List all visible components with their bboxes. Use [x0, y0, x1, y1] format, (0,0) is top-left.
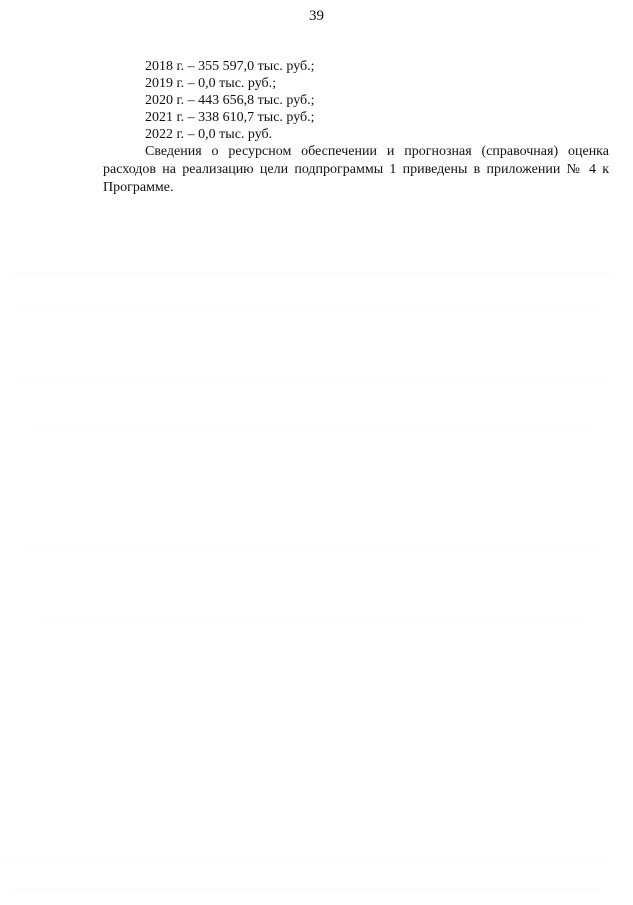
budget-year-list — [145, 58, 315, 143]
budget-year-item: 2021 г. – 338 610,7 тыс. руб.; — [145, 110, 315, 125]
budget-year-item: 2020 г. – 443 656,8 тыс. руб.; — [145, 93, 315, 108]
page-number: 39 — [309, 8, 324, 24]
budget-year-item: 2018 г. – 355 597,0 тыс. руб.; — [145, 59, 315, 74]
resource-provision-paragraph: Сведения о ресурсном обеспечении и прогнозная (справочная) оценка расходов на реализацию цели подпрограммы 1 приведены в приложении № 4 к Программе. — [103, 144, 609, 195]
budget-year-item: 2019 г. – 0,0 тыс. руб.; — [145, 76, 277, 91]
budget-year-item: 2022 г. – 0,0 тыс. руб. — [145, 127, 273, 142]
